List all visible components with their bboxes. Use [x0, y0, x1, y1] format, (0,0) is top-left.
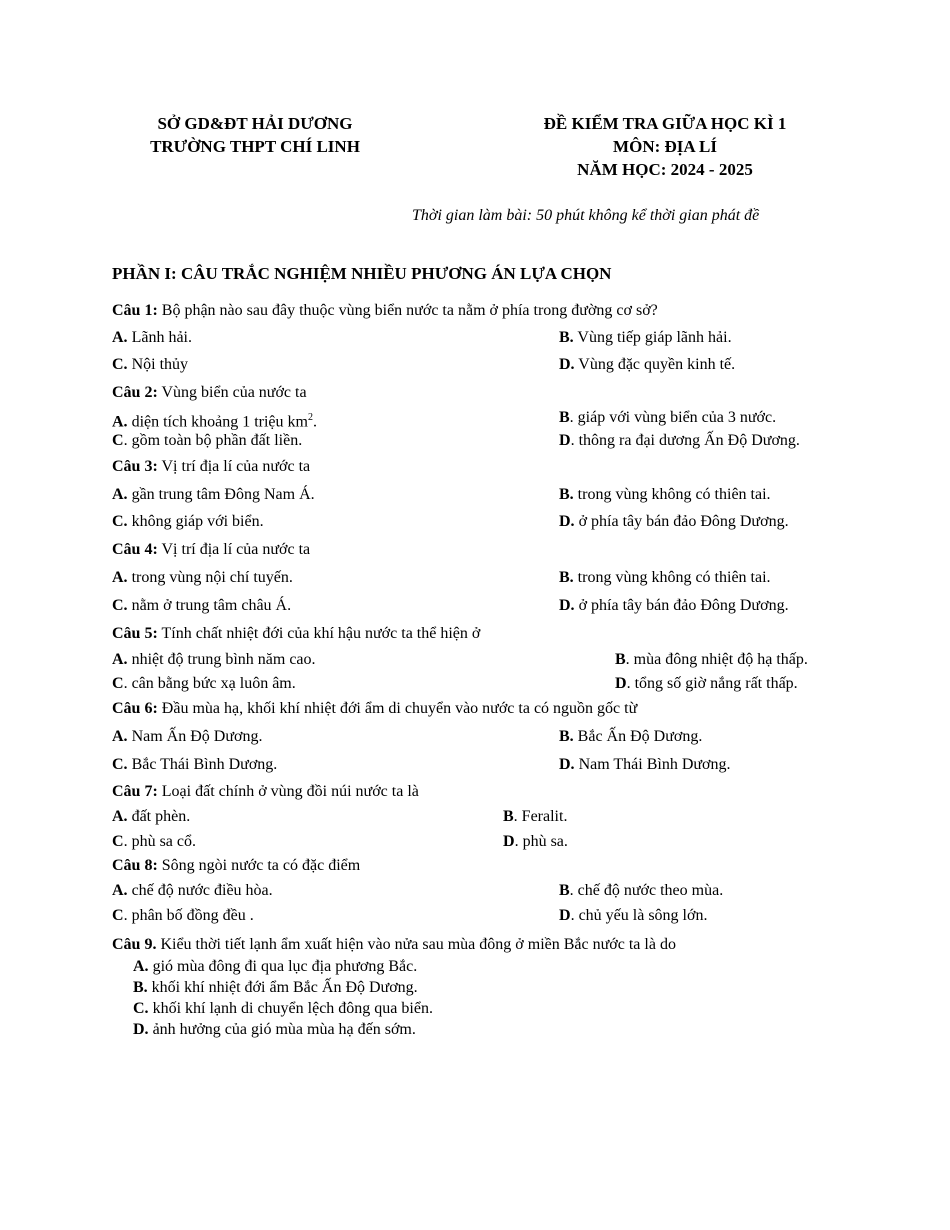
option-text: khối khí nhiệt đới ẩm Bắc Ấn Độ Dương. — [147, 979, 418, 996]
q3-option-b — [559, 485, 771, 505]
option-key: A. — [112, 651, 128, 668]
option-key: A. — [112, 728, 128, 745]
question-text: Vị trí địa lí của nước ta — [157, 541, 311, 558]
q8-option-a — [112, 881, 273, 901]
q6-option-c — [112, 755, 277, 775]
option-key: B — [559, 882, 570, 899]
option-text: nằm ở trung tâm châu Á. — [127, 597, 292, 614]
question-label: Câu 1: — [112, 302, 158, 319]
option-key: A. — [112, 413, 128, 431]
q1-option-d — [559, 355, 735, 375]
q5-option-a — [112, 650, 316, 670]
option-key: C — [112, 833, 124, 850]
question-6 — [112, 699, 637, 719]
option-text: trong vùng không có thiên tai. — [573, 569, 771, 586]
option-text: đất phèn. — [127, 808, 191, 825]
question-text: Bộ phận nào sau đây thuộc vùng biển nước ta nằm ở phía trong đường cơ sở? — [157, 302, 658, 319]
option-text: diện tích khoảng 1 triệu km — [127, 413, 308, 431]
question-label: Câu 6: — [112, 700, 158, 717]
option-text: ở phía tây bán đảo Đông Dương. — [574, 597, 789, 614]
q1-option-b — [559, 328, 732, 348]
option-text: gió mùa đông đi qua lục địa phương Bắc. — [148, 958, 418, 975]
option-text: khối khí lạnh di chuyển lệch đông qua biển. — [148, 1000, 433, 1017]
option-key: D. — [559, 513, 575, 530]
option-text: nhiệt độ trung bình năm cao. — [127, 651, 316, 668]
q9-option-d — [133, 1021, 416, 1039]
option-text: Bắc Thái Bình Dương. — [127, 756, 278, 773]
question-label: Câu 8: — [112, 857, 158, 874]
superscript: 2 — [307, 412, 313, 423]
option-key: D. — [559, 597, 575, 614]
option-text: gần trung tâm Đông Nam Á. — [127, 486, 315, 503]
option-text: ở phía tây bán đảo Đông Dương. — [574, 513, 789, 530]
option-text: Nội thủy — [127, 356, 189, 373]
option-text: . Feralit. — [513, 808, 568, 825]
option-key: D — [503, 833, 515, 850]
q9-option-c — [133, 1000, 433, 1018]
question-5 — [112, 624, 480, 644]
q6-option-a — [112, 727, 262, 747]
option-key: D — [559, 432, 571, 449]
q5-option-c — [112, 674, 296, 694]
option-key: C. — [112, 756, 128, 773]
question-label: Câu 5: — [112, 625, 158, 642]
q1-option-c — [112, 355, 188, 375]
option-key: B. — [559, 329, 574, 346]
question-label: Câu 7: — [112, 783, 158, 800]
option-key: D. — [559, 356, 575, 373]
q7-option-a — [112, 807, 190, 827]
q2-option-d — [559, 431, 800, 451]
option-text: Nam Thái Bình Dương. — [574, 756, 731, 773]
option-key: C. — [112, 513, 128, 530]
option-text: . chủ yếu là sông lớn. — [570, 907, 708, 924]
option-key: B. — [559, 728, 574, 745]
option-text: . gồm toàn bộ phần đất liền. — [123, 432, 303, 449]
option-text: . chế độ nước theo mùa. — [569, 882, 724, 899]
option-text: . phân bố đồng đều . — [123, 907, 254, 924]
option-key: C. — [112, 356, 128, 373]
q4-option-a — [112, 568, 293, 588]
option-text: . giáp với vùng biển của 3 nước. — [569, 409, 777, 426]
option-text: không giáp với biển. — [127, 513, 264, 530]
question-text: Kiểu thời tiết lạnh ẩm xuất hiện vào nửa sau mùa đông ở miền Bắc nước ta là do — [156, 936, 676, 953]
option-text: trong vùng nội chí tuyến. — [127, 569, 293, 586]
question-text: Tính chất nhiệt đới của khí hậu nước ta thể hiện ở — [157, 625, 481, 642]
option-key: A. — [112, 882, 128, 899]
q3-option-a — [112, 485, 315, 505]
option-key: D. — [133, 1021, 149, 1038]
option-key: A. — [112, 486, 128, 503]
option-key: B. — [133, 979, 148, 996]
option-text: Vùng tiếp giáp lãnh hải. — [573, 329, 732, 346]
option-key: A. — [112, 329, 128, 346]
question-2 — [112, 383, 307, 403]
q8-option-d — [559, 906, 707, 926]
option-text: . phù sa. — [514, 833, 568, 850]
option-key: B — [559, 409, 570, 426]
question-label: Câu 3: — [112, 458, 158, 475]
option-text: . cân bằng bức xạ luôn âm. — [123, 675, 296, 692]
q9-option-a — [133, 958, 417, 976]
q6-option-d — [559, 755, 731, 775]
option-key: C. — [112, 597, 128, 614]
q5-option-d — [615, 674, 798, 694]
question-text: Sông ngòi nước ta có đặc điểm — [157, 857, 361, 874]
q4-option-b — [559, 568, 771, 588]
q4-option-d — [559, 596, 789, 616]
question-text: Loại đất chính ở vùng đồi núi nước ta là — [157, 783, 419, 800]
option-text: . phù sa cổ. — [123, 833, 196, 850]
q8-option-b — [559, 881, 723, 901]
q9-option-b — [133, 979, 418, 997]
option-key: B — [503, 808, 514, 825]
question-text: Đầu mùa hạ, khối khí nhiệt đới ẩm di chuyển vào nước ta có nguồn gốc từ — [157, 700, 638, 717]
exam-title: ĐỀ KIỂM TRA GIỮA HỌC KÌ 1 — [543, 114, 787, 133]
option-key: D — [559, 907, 571, 924]
option-key: A. — [112, 808, 128, 825]
question-8 — [112, 856, 360, 876]
question-label: Câu 2: — [112, 384, 158, 401]
q7-option-b — [503, 807, 567, 827]
q7-option-c — [112, 832, 196, 852]
option-key: C — [112, 432, 124, 449]
school-department: SỞ GD&ĐT HẢI DƯƠNG — [157, 114, 353, 133]
option-key: D. — [559, 756, 575, 773]
option-text: . tổng số giờ nắng rất thấp. — [626, 675, 798, 692]
question-4 — [112, 540, 310, 560]
q4-option-c — [112, 596, 291, 616]
question-label: Câu 9. — [112, 936, 157, 953]
option-key: B. — [559, 486, 574, 503]
option-key: B — [615, 651, 626, 668]
option-key: B. — [559, 569, 574, 586]
option-key: C — [112, 675, 124, 692]
option-key: C — [112, 907, 124, 924]
q3-option-d — [559, 512, 789, 532]
question-3 — [112, 457, 310, 477]
question-9 — [112, 935, 676, 955]
exam-subject: MÔN: ĐỊA LÍ — [613, 137, 717, 156]
section-title: PHẦN I: CÂU TRẮC NGHIỆM NHIỀU PHƯƠNG ÁN LỰA CHỌN — [112, 264, 612, 283]
question-7 — [112, 782, 419, 802]
option-key: A. — [133, 958, 149, 975]
school-year: NĂM HỌC: 2024 - 2025 — [577, 160, 753, 179]
question-label: Câu 4: — [112, 541, 158, 558]
option-tail: . — [312, 413, 317, 431]
option-text: Nam Ấn Độ Dương. — [127, 728, 263, 745]
q2-option-c — [112, 431, 302, 451]
q3-option-c — [112, 512, 264, 532]
q7-option-d — [503, 832, 568, 852]
q6-option-b — [559, 727, 702, 747]
option-text: . mùa đông nhiệt độ hạ thấp. — [625, 651, 808, 668]
q2-option-a — [112, 408, 317, 432]
option-text: ảnh hưởng của gió mùa mùa hạ đến sớm. — [148, 1021, 416, 1038]
option-text: Lãnh hải. — [127, 329, 192, 346]
option-text: . thông ra đại dương Ấn Độ Dương. — [570, 432, 800, 449]
option-key: A. — [112, 569, 128, 586]
time-note: Thời gian làm bài: 50 phút không kể thời gian phát đề — [412, 207, 760, 224]
option-key: C. — [133, 1000, 149, 1017]
q8-option-c — [112, 906, 254, 926]
question-text: Vị trí địa lí của nước ta — [157, 458, 311, 475]
option-text: trong vùng không có thiên tai. — [573, 486, 771, 503]
option-text: chế độ nước điều hòa. — [127, 882, 273, 899]
q1-option-a — [112, 328, 192, 348]
question-text: Vùng biển của nước ta — [157, 384, 307, 401]
option-text: Bắc Ấn Độ Dương. — [573, 728, 703, 745]
q2-option-b — [559, 408, 776, 428]
question-1 — [112, 301, 658, 321]
q5-option-b — [615, 650, 808, 670]
option-key: D — [615, 675, 627, 692]
option-text: Vùng đặc quyền kinh tế. — [574, 356, 736, 373]
school-name: TRƯỜNG THPT CHÍ LINH — [150, 137, 360, 156]
